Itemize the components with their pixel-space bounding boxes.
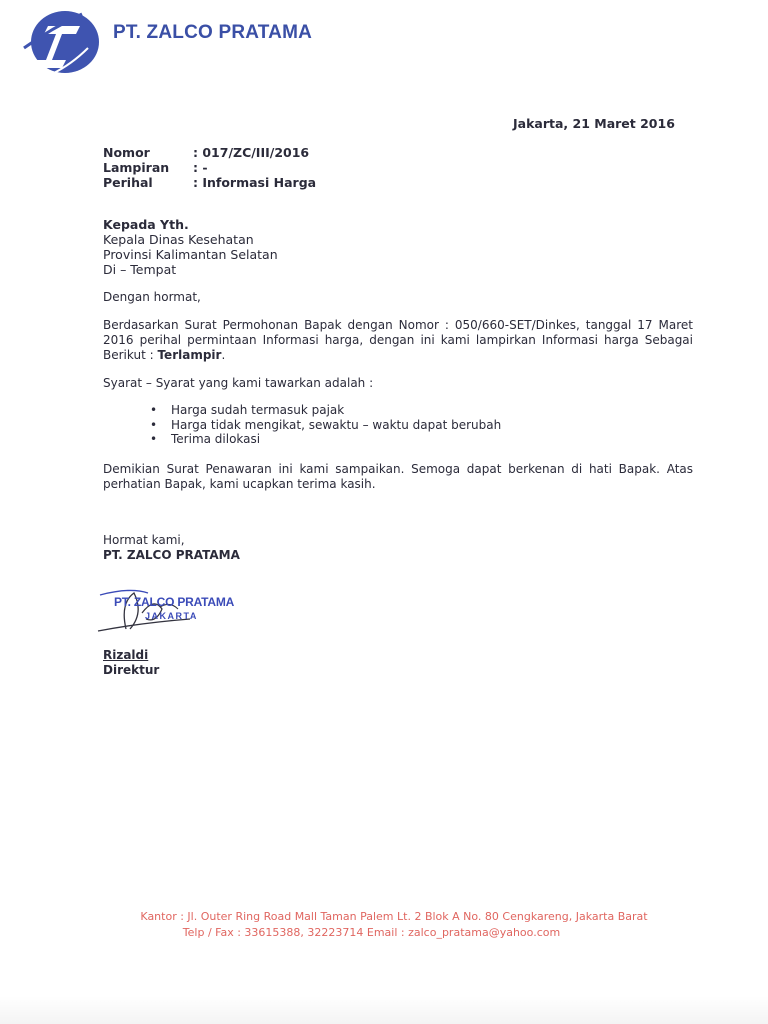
signer-name: Rizaldi bbox=[103, 648, 149, 662]
meta-lampiran-value: : - bbox=[193, 160, 208, 175]
company-name: PT. ZALCO PRATAMA bbox=[113, 22, 313, 43]
letter-meta bbox=[103, 145, 316, 190]
footer bbox=[0, 909, 768, 941]
footer-address: Kantor : Jl. Outer Ring Road Mall Taman Palem Lt. 2 Blok A No. 80 Cengkareng, Jakarta Barat bbox=[140, 910, 648, 923]
meta-nomor-value: : 017/ZC/III/2016 bbox=[193, 145, 310, 160]
regards-block bbox=[103, 533, 240, 563]
recipient-greeting: Kepada Yth. bbox=[103, 217, 189, 232]
bullet-icon: • bbox=[150, 403, 158, 417]
body-emphasis-suffix: . bbox=[221, 348, 226, 362]
body-paragraph bbox=[103, 318, 693, 363]
meta-nomor-label: Nomor bbox=[103, 145, 150, 160]
meta-perihal bbox=[103, 175, 316, 190]
salutation: Dengan hormat, bbox=[103, 290, 201, 304]
terms-list bbox=[150, 403, 501, 447]
meta-lampiran bbox=[103, 160, 316, 175]
meta-lampiran-label: Lampiran bbox=[103, 160, 170, 175]
meta-perihal-label: Perihal bbox=[103, 175, 153, 190]
footer-contact: Telp / Fax : 33615388, 32223714 Email : zalco_pratama@yahoo.com bbox=[182, 926, 561, 939]
regards-phrase: Hormat kami, bbox=[103, 533, 185, 547]
list-item-text: Harga tidak mengikat, sewaktu – waktu dapat berubah bbox=[171, 417, 502, 432]
recipient-line-3: Di – Tempat bbox=[103, 262, 177, 277]
recipient-block bbox=[103, 217, 278, 277]
signer-title: Direktur bbox=[103, 663, 160, 677]
regards-company: PT. ZALCO PRATAMA bbox=[103, 548, 240, 562]
list-item-text: Terima dilokasi bbox=[171, 432, 261, 446]
signer-block bbox=[103, 648, 159, 678]
meta-nomor bbox=[103, 145, 316, 160]
zalco-logo-icon bbox=[22, 8, 102, 80]
page-bottom-edge bbox=[0, 996, 768, 1024]
stamp-city: JAKARTA bbox=[145, 611, 198, 621]
letter-date: Jakarta, 21 Maret 2016 bbox=[513, 116, 675, 131]
list-item-text: Harga sudah termasuk pajak bbox=[171, 403, 345, 417]
body-emphasis: Terlampir bbox=[157, 348, 222, 362]
bullet-icon: • bbox=[150, 417, 158, 432]
terms-intro: Syarat – Syarat yang kami tawarkan adalah : bbox=[103, 376, 374, 390]
bullet-icon: • bbox=[150, 432, 158, 446]
closing-paragraph: Demikian Surat Penawaran ini kami sampaikan. Semoga dapat berkenan di hati Bapak. Atas perhatian Bapak, kami ucapkan terima kasih. bbox=[103, 462, 693, 491]
list-item bbox=[150, 418, 501, 433]
stamp-company-name: PT. ZALCO PRATAMA bbox=[114, 595, 235, 609]
body-text: Berdasarkan Surat Permohonan Bapak dengan Nomor : 050/660-SET/Dinkes, tanggal 17 Maret 2016 perihal permintaan Informasi harga, dengan ini kami lampirkan Informasi harga Sebagai Berikut : bbox=[103, 318, 693, 362]
recipient-line-1: Kepala Dinas Kesehatan bbox=[103, 232, 254, 247]
recipient-line-2: Provinsi Kalimantan Selatan bbox=[103, 247, 278, 262]
list-item bbox=[150, 432, 501, 447]
list-item bbox=[150, 403, 501, 418]
signature-stamp-icon bbox=[90, 583, 250, 635]
meta-perihal-value: : Informasi Harga bbox=[193, 175, 317, 190]
